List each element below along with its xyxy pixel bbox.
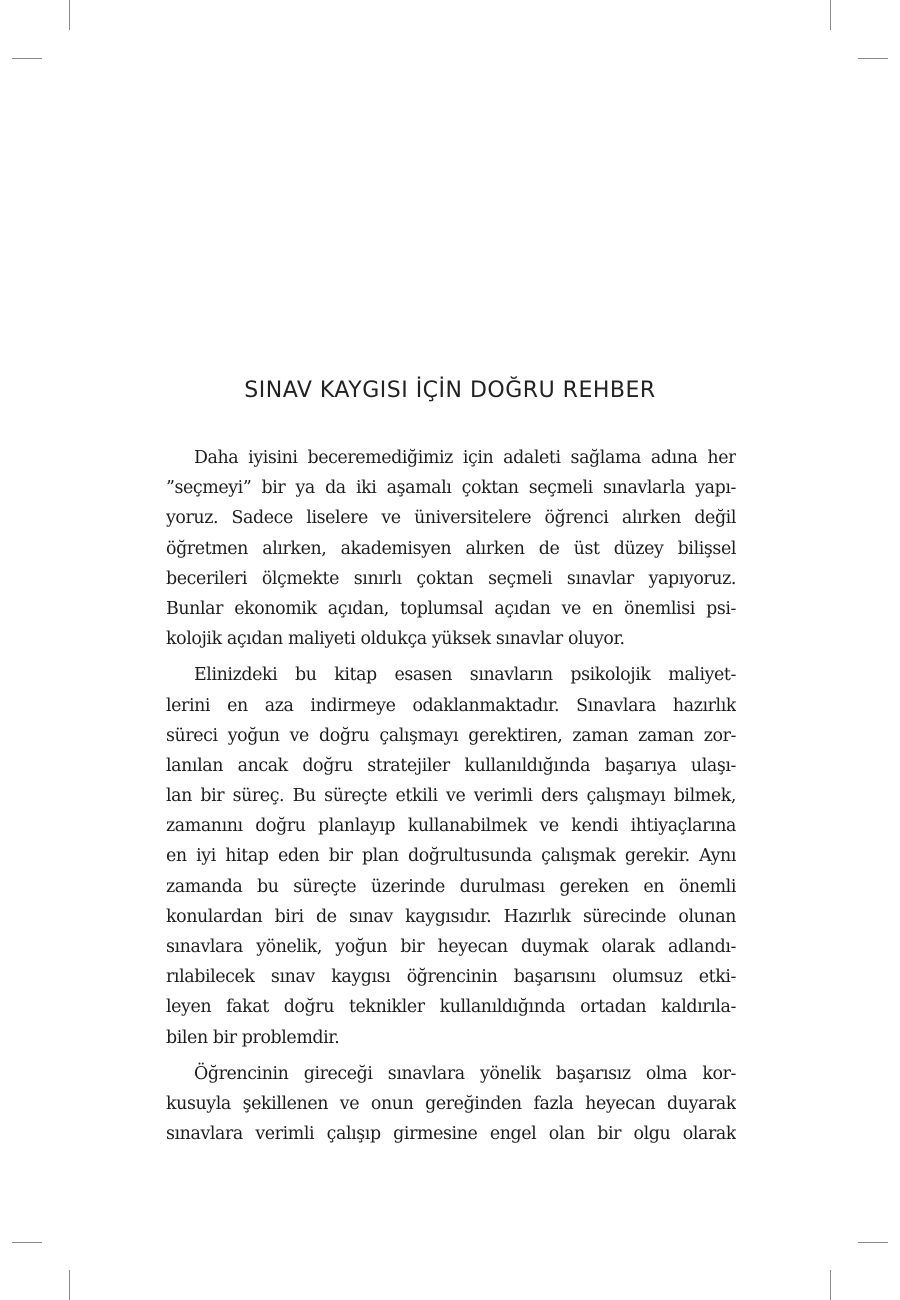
crop-mark-left-bottom xyxy=(12,1242,42,1243)
text-line: konulardan biri de sınav kaygısıdır. Hazırlık sürecinde olunan xyxy=(166,906,736,927)
text-line: rılabilecek sınav kaygısı öğrencinin başarısını olumsuz etki- xyxy=(166,967,736,988)
paragraph-1 xyxy=(166,443,736,654)
crop-mark-bottom-left xyxy=(69,1270,70,1300)
crop-mark-right-top xyxy=(858,58,888,59)
text-line: yoruz. Sadece liselere ve üniversitelere öğrenci alırken değil xyxy=(166,508,736,529)
crop-mark-right-bottom xyxy=(858,1242,888,1243)
paragraph-3 xyxy=(166,1059,736,1150)
text-line: sınavlara yönelik, yoğun bir heyecan duymak olarak adlandı- xyxy=(166,937,736,957)
text-line: Elinizdeki bu kitap esasen sınavların psikolojik maliyet- xyxy=(194,665,736,686)
crop-mark-left-top xyxy=(12,58,42,59)
text-line: zamanda bu süreçte üzerinde durulması gereken en önemli xyxy=(166,876,736,897)
body-text xyxy=(166,443,736,1149)
text-line: en iyi hitap eden bir plan doğrultusunda çalışmak gerekir. Aynı xyxy=(166,846,736,867)
text-line: süreci yoğun ve doğru çalışmayı gerektiren, zaman zaman zor- xyxy=(166,725,736,746)
text-line: Bunlar ekonomik açıdan, toplumsal açıdan ve en önemlisi psi- xyxy=(166,598,736,619)
text-line: bilen bir problemdir. xyxy=(166,1027,340,1048)
text-line: becerileri ölçmekte sınırlı çoktan seçmeli sınavlar yapıyoruz. xyxy=(166,568,736,589)
text-line: kusuyla şekillenen ve onun gereğinden fazla heyecan duyarak xyxy=(166,1093,736,1114)
text-line: leyen fakat doğru teknikler kullanıldığında ortadan kaldırıla- xyxy=(166,997,736,1018)
text-line: ”seçmeyi” bir ya da iki aşamalı çoktan seçmeli sınavlarla yapı- xyxy=(166,478,736,499)
text-line: kolojik açıdan maliyeti oldukça yüksek sınavlar oluyor. xyxy=(166,629,625,650)
text-line: zamanını doğru planlayıp kullanabilmek ve kendi ihtiyaçlarına xyxy=(166,816,736,837)
crop-mark-top-right xyxy=(830,0,831,30)
text-line: lanılan ancak doğru stratejiler kullanıldığında başarıya ulaşı- xyxy=(166,755,736,776)
text-line: öğretmen alırken, akademisyen alırken de üst düzey bilişsel xyxy=(166,538,736,559)
paragraph-2 xyxy=(166,660,736,1052)
crop-mark-top-left xyxy=(69,0,70,30)
text-line: lerini en aza indirmeye odaklanmaktadır. Sınavlara hazırlık xyxy=(166,695,736,716)
text-line: sınavlara verimli çalışıp girmesine engel olan bir olgu olarak xyxy=(166,1124,736,1145)
text-line: Daha iyisini beceremediğimiz için adaleti sağlama adına her xyxy=(194,448,736,468)
text-line: lan bir süreç. Bu süreçte etkili ve verimli ders çalışmayı bilmek, xyxy=(166,786,736,807)
chapter-title: SINAV KAYGISI İÇİN DOĞRU REHBER xyxy=(244,378,656,403)
text-line: Öğrencinin gireceği sınavlara yönelik başarısız olma kor- xyxy=(194,1063,736,1084)
crop-mark-bottom-right xyxy=(830,1270,831,1300)
